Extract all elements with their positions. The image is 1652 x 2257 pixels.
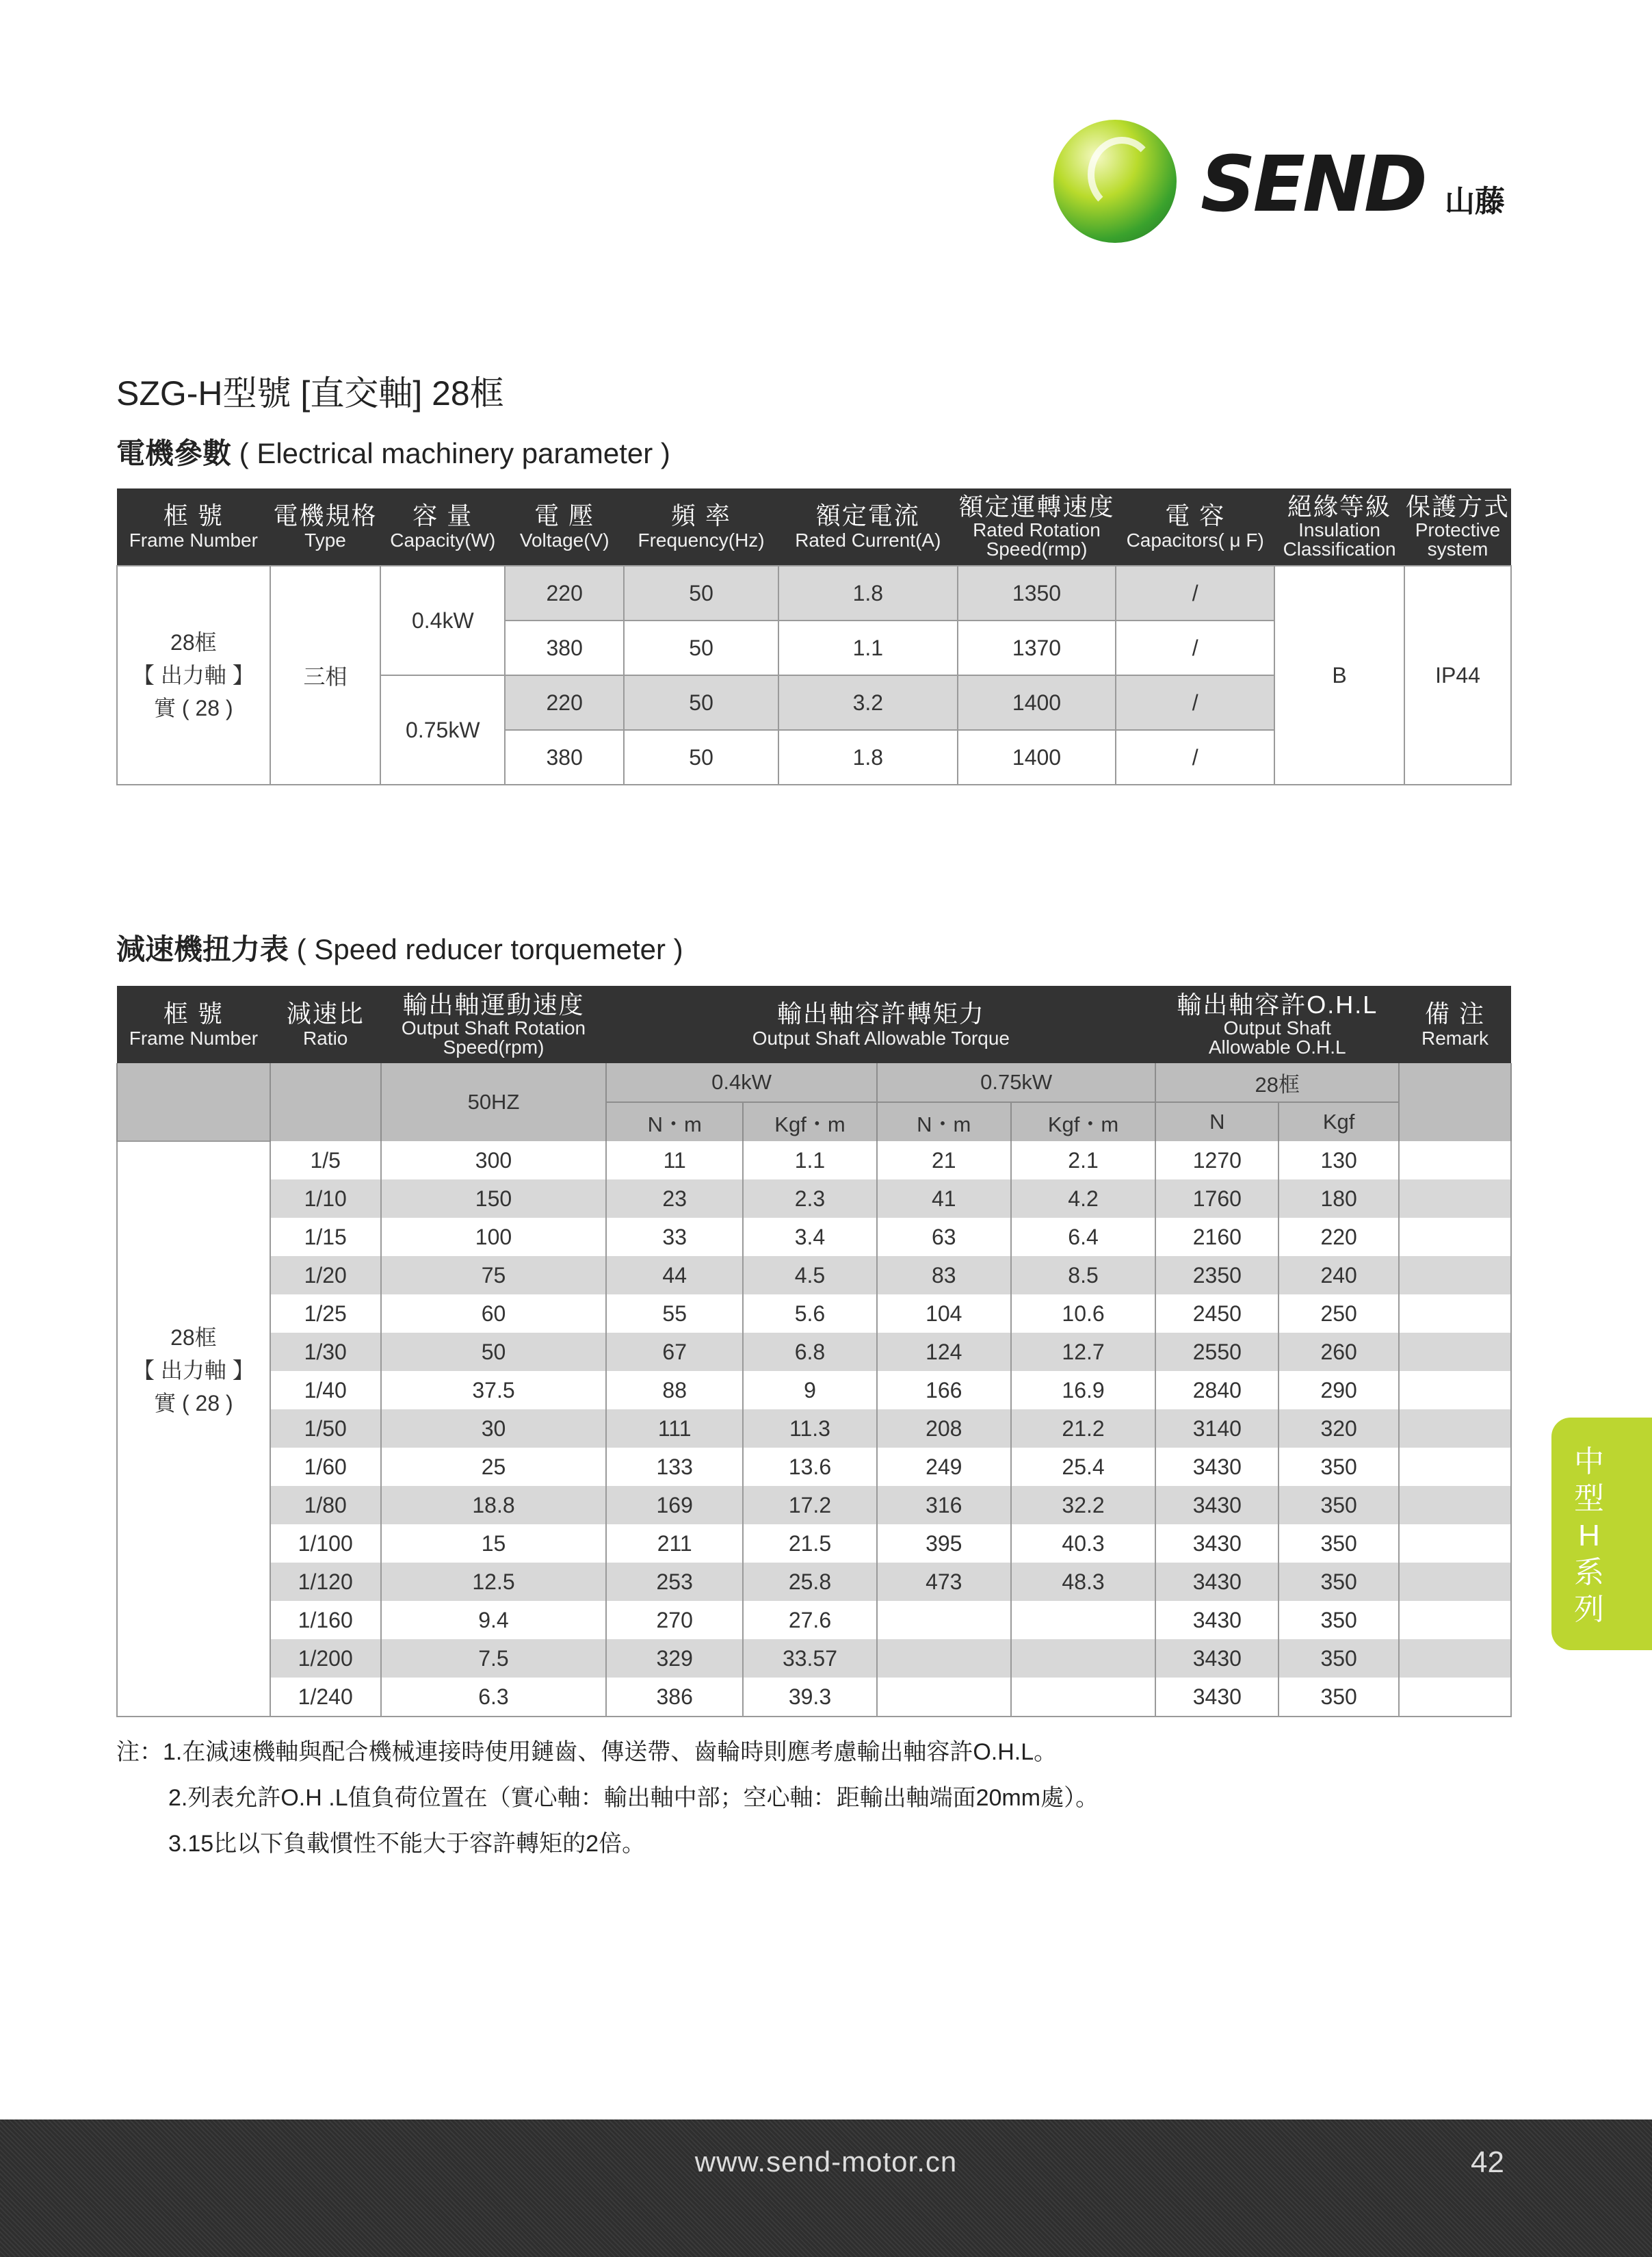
table-cell: 1/30 xyxy=(270,1333,381,1371)
table-cell: 350 xyxy=(1279,1678,1399,1717)
table-cell: 3430 xyxy=(1155,1448,1279,1486)
table-cell: 4.5 xyxy=(743,1256,877,1294)
table-cell: 1/50 xyxy=(270,1409,381,1448)
table-cell: 9.4 xyxy=(381,1601,607,1639)
table-row xyxy=(117,1448,1511,1486)
table-cell: 1/5 xyxy=(270,1141,381,1179)
table-cell: 350 xyxy=(1279,1639,1399,1678)
table-header-row xyxy=(117,488,1511,566)
table-cell: 33.57 xyxy=(743,1639,877,1678)
remark-cell xyxy=(1399,1333,1511,1371)
table-cell: 350 xyxy=(1279,1601,1399,1639)
table-cell: 4.2 xyxy=(1011,1179,1156,1218)
table-cell: 39.3 xyxy=(743,1678,877,1717)
remark-cell xyxy=(1399,1524,1511,1563)
table-row xyxy=(117,1678,1511,1717)
frequency-cell: 50 xyxy=(624,730,778,785)
current-cell: 1.8 xyxy=(778,730,958,785)
table-row xyxy=(117,1218,1511,1256)
table-cell xyxy=(1011,1678,1156,1717)
subheader-empty xyxy=(1399,1063,1511,1141)
current-cell: 1.8 xyxy=(778,566,958,621)
note-1: 注：1.在減速機軸與配合機械連接時使用鏈齒、傳送帶、齒輪時則應考慮輸出軸容許O.H.L。 xyxy=(116,1739,1058,1765)
table-cell: 290 xyxy=(1279,1371,1399,1409)
frequency-cell: 50 xyxy=(624,675,778,730)
table-cell xyxy=(1011,1601,1156,1639)
table-row xyxy=(117,1371,1511,1409)
table-cell: 1/15 xyxy=(270,1218,381,1256)
table-cell: 395 xyxy=(877,1524,1011,1563)
table-cell: 3430 xyxy=(1155,1486,1279,1524)
table-row xyxy=(117,1294,1511,1333)
group-04kw: 0.4kW xyxy=(606,1063,877,1102)
table-cell: 320 xyxy=(1279,1409,1399,1448)
table-cell: 3430 xyxy=(1155,1563,1279,1601)
subheader-empty xyxy=(117,1063,270,1141)
table-cell: 15 xyxy=(381,1524,607,1563)
table-cell: 8.5 xyxy=(1011,1256,1156,1294)
table-cell: 1/80 xyxy=(270,1486,381,1524)
remark-cell xyxy=(1399,1678,1511,1717)
table-cell: 55 xyxy=(606,1294,743,1333)
table-cell: 1/160 xyxy=(270,1601,381,1639)
header-current: 額定電流 Rated Current(A) xyxy=(778,488,958,566)
header-output-speed: 輸出軸運動速度 Output Shaft Rotation Speed(rpm) xyxy=(381,986,607,1063)
header-torque: 輸出軸容許轉矩力 Output Shaft Allowable Torque xyxy=(606,986,1155,1063)
header-ohl: 輸出軸容許O.H.L Output Shaft Allowable O.H.L xyxy=(1155,986,1399,1063)
table-cell: 166 xyxy=(877,1371,1011,1409)
group-frame: 28框 xyxy=(1155,1063,1399,1102)
table-cell: 44 xyxy=(606,1256,743,1294)
header-type: 電機規格 Type xyxy=(270,488,381,566)
table-cell: 17.2 xyxy=(743,1486,877,1524)
table-cell xyxy=(877,1601,1011,1639)
table-cell: 3140 xyxy=(1155,1409,1279,1448)
table-cell: 63 xyxy=(877,1218,1011,1256)
table-row xyxy=(117,1409,1511,1448)
unit-cell: Kgf・m xyxy=(743,1102,877,1141)
table-cell: 260 xyxy=(1279,1333,1399,1371)
section-en: ( Electrical machinery parameter ) xyxy=(231,437,670,469)
table-cell: 12.7 xyxy=(1011,1333,1156,1371)
hz-cell: 50HZ xyxy=(381,1063,607,1141)
table-cell: 6.8 xyxy=(743,1333,877,1371)
table-cell: 13.6 xyxy=(743,1448,877,1486)
table-cell: 11 xyxy=(606,1141,743,1179)
table-row xyxy=(117,1179,1511,1218)
table-cell: 386 xyxy=(606,1678,743,1717)
table-cell: 250 xyxy=(1279,1294,1399,1333)
frame-cell: 28框 【 出力軸 】 實 ( 28 ) xyxy=(117,1141,270,1717)
section-torque-title xyxy=(116,927,683,968)
table-cell: 350 xyxy=(1279,1563,1399,1601)
voltage-cell: 220 xyxy=(505,675,624,730)
table-row xyxy=(117,1256,1511,1294)
type-cell: 三相 xyxy=(270,566,381,785)
table-cell: 9 xyxy=(743,1371,877,1409)
table-cell: 169 xyxy=(606,1486,743,1524)
subheader-row xyxy=(117,1063,1511,1102)
table-cell: 1/240 xyxy=(270,1678,381,1717)
speed-cell: 1400 xyxy=(958,730,1116,785)
unit-cell: N xyxy=(1155,1102,1279,1141)
table-cell: 1/100 xyxy=(270,1524,381,1563)
torque-table xyxy=(116,986,1512,1717)
table-cell: 27.6 xyxy=(743,1601,877,1639)
table-cell: 6.3 xyxy=(381,1678,607,1717)
speed-cell: 1350 xyxy=(958,566,1116,621)
brand-cn: 山藤 xyxy=(1445,185,1505,218)
table-cell: 83 xyxy=(877,1256,1011,1294)
speed-cell: 1370 xyxy=(958,621,1116,675)
table-cell: 180 xyxy=(1279,1179,1399,1218)
page-title: SZG-H型號 [直交軸] 28框 xyxy=(116,374,504,413)
page-number: 42 xyxy=(1471,2145,1504,2179)
capacity-cell: 0.75kW xyxy=(380,675,505,785)
header-protection: 保護方式 Protective system xyxy=(1404,488,1511,566)
table-cell: 300 xyxy=(381,1141,607,1179)
table-cell: 25.8 xyxy=(743,1563,877,1601)
remark-cell xyxy=(1399,1448,1511,1486)
voltage-cell: 220 xyxy=(505,566,624,621)
remark-cell xyxy=(1399,1371,1511,1409)
table-cell: 1/200 xyxy=(270,1639,381,1678)
table-cell: 124 xyxy=(877,1333,1011,1371)
table-cell: 1760 xyxy=(1155,1179,1279,1218)
header-ratio: 減速比 Ratio xyxy=(270,986,381,1063)
table-cell: 23 xyxy=(606,1179,743,1218)
table-cell xyxy=(877,1639,1011,1678)
header-capacitors: 電 容 Capacitors( μ F) xyxy=(1116,488,1274,566)
frequency-cell: 50 xyxy=(624,566,778,621)
header-insulation: 絕緣等級 Insulation Classification xyxy=(1274,488,1404,566)
brand-name: SEND xyxy=(1201,140,1425,229)
table-cell: 253 xyxy=(606,1563,743,1601)
table-cell: 133 xyxy=(606,1448,743,1486)
note-2: 2.列表允許O.H .L值負荷位置在（實心軸：輸出軸中部；空心軸：距輸出軸端面20mm處）。 xyxy=(168,1785,1099,1811)
table-cell: 2.3 xyxy=(743,1179,877,1218)
voltage-cell: 380 xyxy=(505,730,624,785)
table-cell: 350 xyxy=(1279,1486,1399,1524)
current-cell: 1.1 xyxy=(778,621,958,675)
side-tab-label: 中型H系列 xyxy=(1574,1445,1604,1626)
current-cell: 3.2 xyxy=(778,675,958,730)
section-electrical-title xyxy=(116,431,670,472)
electrical-parameter-table xyxy=(116,488,1512,785)
table-cell: 48.3 xyxy=(1011,1563,1156,1601)
table-cell: 2.1 xyxy=(1011,1141,1156,1179)
table-cell: 350 xyxy=(1279,1448,1399,1486)
table-cell: 3.4 xyxy=(743,1218,877,1256)
table-cell: 111 xyxy=(606,1409,743,1448)
unit-cell: N・m xyxy=(606,1102,743,1141)
capacitor-cell: / xyxy=(1116,675,1274,730)
table-row xyxy=(117,566,1511,621)
table-header-row xyxy=(117,986,1511,1063)
table-cell: 40.3 xyxy=(1011,1524,1156,1563)
table-cell: 5.6 xyxy=(743,1294,877,1333)
remark-cell xyxy=(1399,1601,1511,1639)
table-cell: 1/10 xyxy=(270,1179,381,1218)
table-cell: 1/20 xyxy=(270,1256,381,1294)
unit-cell: N・m xyxy=(877,1102,1011,1141)
logo-swirl-icon xyxy=(1088,137,1156,212)
remark-cell xyxy=(1399,1639,1511,1678)
voltage-cell: 380 xyxy=(505,621,624,675)
table-cell: 41 xyxy=(877,1179,1011,1218)
frequency-cell: 50 xyxy=(624,621,778,675)
table-cell: 11.3 xyxy=(743,1409,877,1448)
table-cell: 3430 xyxy=(1155,1524,1279,1563)
header-frame: 框 號 Frame Number xyxy=(117,986,270,1063)
table-cell: 270 xyxy=(606,1601,743,1639)
table-cell: 3430 xyxy=(1155,1678,1279,1717)
table-cell xyxy=(877,1678,1011,1717)
table-cell: 473 xyxy=(877,1563,1011,1601)
section-en: ( Speed reducer torquemeter ) xyxy=(289,933,683,965)
table-cell: 211 xyxy=(606,1524,743,1563)
table-cell: 350 xyxy=(1279,1524,1399,1563)
unit-cell: Kgf xyxy=(1279,1102,1399,1141)
table-cell: 249 xyxy=(877,1448,1011,1486)
table-cell: 37.5 xyxy=(381,1371,607,1409)
table-cell: 1/120 xyxy=(270,1563,381,1601)
table-cell: 30 xyxy=(381,1409,607,1448)
subheader-empty xyxy=(270,1063,381,1141)
table-cell: 104 xyxy=(877,1294,1011,1333)
table-cell xyxy=(1011,1639,1156,1678)
table-cell: 32.2 xyxy=(1011,1486,1156,1524)
speed-cell: 1400 xyxy=(958,675,1116,730)
section-cn: 電機參數 xyxy=(116,437,232,469)
table-cell: 2550 xyxy=(1155,1333,1279,1371)
table-cell: 1/60 xyxy=(270,1448,381,1486)
header-capacity: 容 量 Capacity(W) xyxy=(380,488,505,566)
notes xyxy=(116,1730,1099,1867)
header-voltage: 電 壓 Voltage(V) xyxy=(505,488,624,566)
table-row xyxy=(117,1601,1511,1639)
table-row xyxy=(117,1639,1511,1678)
capacity-cell: 0.4kW xyxy=(380,566,505,675)
table-cell: 1270 xyxy=(1155,1141,1279,1179)
table-row xyxy=(117,1486,1511,1524)
table-cell: 75 xyxy=(381,1256,607,1294)
remark-cell xyxy=(1399,1294,1511,1333)
table-cell: 16.9 xyxy=(1011,1371,1156,1409)
remark-cell xyxy=(1399,1141,1511,1179)
header-frequency: 頻 率 Frequency(Hz) xyxy=(624,488,778,566)
remark-cell xyxy=(1399,1179,1511,1218)
table-cell: 21.2 xyxy=(1011,1409,1156,1448)
table-cell: 2840 xyxy=(1155,1371,1279,1409)
protection-cell: IP44 xyxy=(1404,566,1511,785)
table-cell: 33 xyxy=(606,1218,743,1256)
table-cell: 1/40 xyxy=(270,1371,381,1409)
header-frame: 框 號 Frame Number xyxy=(117,488,270,566)
table-row xyxy=(117,1333,1511,1371)
note-3: 3.15比以下負載慣性不能大于容許轉矩的2倍。 xyxy=(168,1831,646,1857)
table-cell: 25 xyxy=(381,1448,607,1486)
table-cell: 3430 xyxy=(1155,1601,1279,1639)
capacitor-cell: / xyxy=(1116,566,1274,621)
table-cell: 1/25 xyxy=(270,1294,381,1333)
table-cell: 6.4 xyxy=(1011,1218,1156,1256)
remark-cell xyxy=(1399,1409,1511,1448)
table-cell: 67 xyxy=(606,1333,743,1371)
table-row xyxy=(117,1524,1511,1563)
table-cell: 50 xyxy=(381,1333,607,1371)
unit-cell: Kgf・m xyxy=(1011,1102,1156,1141)
table-cell: 2450 xyxy=(1155,1294,1279,1333)
remark-cell xyxy=(1399,1486,1511,1524)
table-cell: 60 xyxy=(381,1294,607,1333)
insulation-cell: B xyxy=(1274,566,1404,785)
table-cell: 2160 xyxy=(1155,1218,1279,1256)
table-cell: 21 xyxy=(877,1141,1011,1179)
table-cell: 150 xyxy=(381,1179,607,1218)
table-cell: 10.6 xyxy=(1011,1294,1156,1333)
table-cell: 240 xyxy=(1279,1256,1399,1294)
table-cell: 220 xyxy=(1279,1218,1399,1256)
section-cn: 減速機扭力表 xyxy=(116,933,289,965)
table-cell: 2350 xyxy=(1155,1256,1279,1294)
table-row xyxy=(117,1563,1511,1601)
remark-cell xyxy=(1399,1563,1511,1601)
capacitor-cell: / xyxy=(1116,621,1274,675)
table-cell: 12.5 xyxy=(381,1563,607,1601)
table-cell: 21.5 xyxy=(743,1524,877,1563)
table-cell: 25.4 xyxy=(1011,1448,1156,1486)
table-cell: 1.1 xyxy=(743,1141,877,1179)
table-cell: 88 xyxy=(606,1371,743,1409)
header-speed: 額定運轉速度 Rated Rotation Speed(rmp) xyxy=(958,488,1116,566)
capacitor-cell: / xyxy=(1116,730,1274,785)
table-row xyxy=(117,1141,1511,1179)
table-cell: 18.8 xyxy=(381,1486,607,1524)
table-cell: 208 xyxy=(877,1409,1011,1448)
footer-bar xyxy=(0,2119,1652,2257)
table-cell: 7.5 xyxy=(381,1639,607,1678)
table-cell: 3430 xyxy=(1155,1639,1279,1678)
table-cell: 329 xyxy=(606,1639,743,1678)
table-cell: 100 xyxy=(381,1218,607,1256)
table-cell: 130 xyxy=(1279,1141,1399,1179)
group-075kw: 0.75kW xyxy=(877,1063,1156,1102)
table-cell: 316 xyxy=(877,1486,1011,1524)
remark-cell xyxy=(1399,1218,1511,1256)
footer-url[interactable]: www.send-motor.cn xyxy=(694,2145,958,2178)
frame-cell: 28框 【 出力軸 】 實 ( 28 ) xyxy=(117,566,270,785)
remark-cell xyxy=(1399,1256,1511,1294)
header-remark: 備 注 Remark xyxy=(1399,986,1511,1063)
